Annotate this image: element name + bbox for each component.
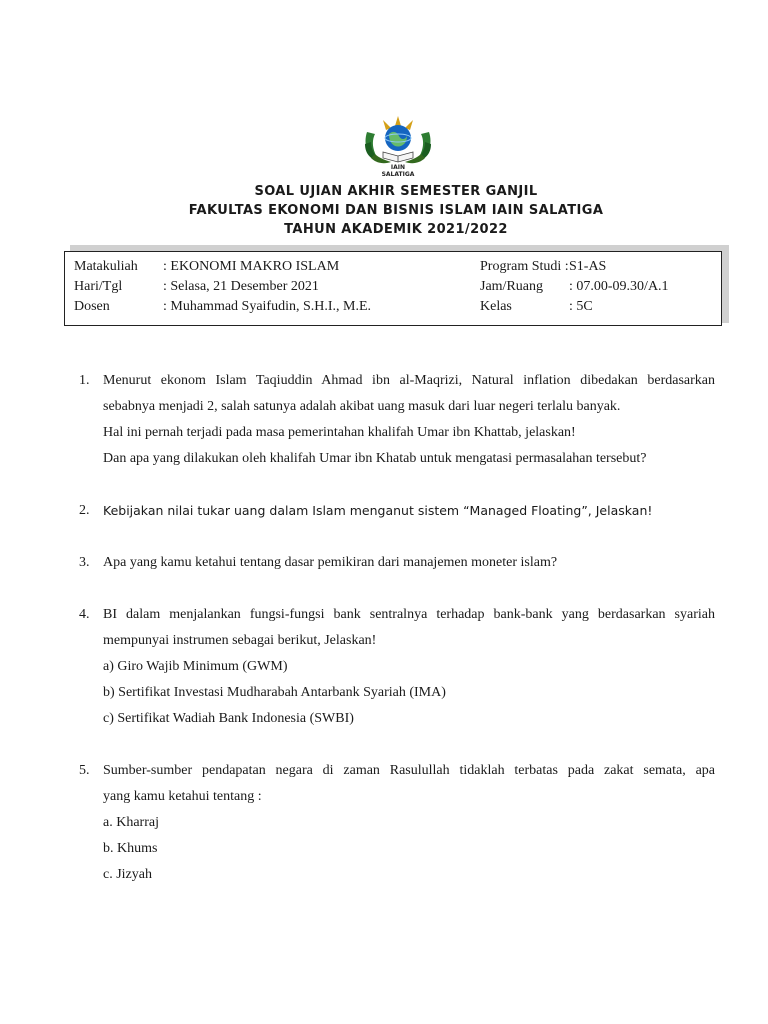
question-text-line: BI dalam menjalankan fungsi-fungsi bank sentralnya terhadap bank-bank yang berdasarkan syariah bbox=[103, 607, 715, 622]
info-row bbox=[65, 297, 721, 317]
info-row bbox=[65, 257, 721, 277]
question-1 bbox=[79, 368, 715, 472]
date-value: : Selasa, 21 Desember 2021 bbox=[163, 279, 319, 294]
time-room-label: Jam/Ruang bbox=[480, 279, 543, 294]
svg-text:SALATIGA: SALATIGA bbox=[381, 171, 415, 178]
course-value: : EKONOMI MAKRO ISLAM bbox=[163, 259, 340, 274]
question-number: 4. bbox=[79, 607, 90, 622]
academic-year-title: TAHUN AKADEMIK 2021/2022 bbox=[284, 222, 508, 237]
question-text-line: Kebijakan nilai tukar uang dalam Islam menganut sistem “Managed Floating”, Jelaskan! bbox=[103, 503, 653, 518]
question-text-line: mempunyai instrumen sebagai berikut, Jelaskan! bbox=[103, 633, 377, 648]
question-number: 5. bbox=[79, 763, 90, 778]
question-text-line: Dan apa yang dilakukan oleh khalifah Umar ibn Khatab untuk mengatasi permasalahan tersebut? bbox=[103, 451, 647, 466]
question-text-line: sebabnya menjadi 2, salah satunya adalah akibat uang masuk dari luar negeri terlalu banyak. bbox=[103, 399, 621, 414]
question-option: b) Sertifikat Investasi Mudharabah Antarbank Syariah (IMA) bbox=[103, 685, 446, 700]
class-label: Kelas bbox=[480, 299, 512, 314]
svg-text:IAIN: IAIN bbox=[390, 164, 406, 171]
info-row bbox=[65, 277, 721, 297]
question-text-line: Menurut ekonom Islam Taqiuddin Ahmad ibn al-Maqrizi, Natural inflation dibedakan berdasarkan bbox=[103, 373, 715, 388]
lecturer-label: Dosen bbox=[74, 299, 110, 314]
question-text-line: Apa yang kamu ketahui tentang dasar pemikiran dari manajemen moneter islam? bbox=[103, 555, 558, 570]
faculty-title: FAKULTAS EKONOMI DAN BISNIS ISLAM IAIN SALATIGA bbox=[188, 203, 604, 218]
date-label: Hari/Tgl bbox=[74, 279, 123, 294]
question-3 bbox=[79, 550, 715, 576]
question-5 bbox=[79, 758, 715, 888]
time-room-value: : 07.00-09.30/A.1 bbox=[569, 279, 669, 294]
course-label: Matakuliah bbox=[74, 259, 138, 274]
program-label: Program Studi : bbox=[480, 259, 569, 274]
exam-title: SOAL UJIAN AKHIR SEMESTER GANJIL bbox=[254, 184, 538, 199]
question-text-line: yang kamu ketahui tentang : bbox=[103, 789, 262, 804]
question-option: a) Giro Wajib Minimum (GWM) bbox=[103, 659, 288, 674]
program-value: S1-AS bbox=[569, 259, 607, 274]
question-number: 2. bbox=[79, 503, 90, 518]
iain-salatiga-logo bbox=[361, 114, 435, 178]
question-number: 1. bbox=[79, 373, 90, 388]
question-text-line: Hal ini pernah terjadi pada masa pemerintahan khalifah Umar ibn Khattab, jelaskan! bbox=[103, 425, 576, 440]
course-info-box bbox=[64, 251, 722, 326]
class-value: : 5C bbox=[569, 299, 593, 314]
question-option: c) Sertifikat Wadiah Bank Indonesia (SWBI) bbox=[103, 711, 354, 726]
question-text-line: Sumber-sumber pendapatan negara di zaman Rasulullah tidaklah terbatas pada zakat semata, apa bbox=[103, 763, 715, 778]
exam-heading bbox=[0, 182, 768, 239]
question-list bbox=[79, 368, 715, 914]
lecturer-value: : Muhammad Syaifudin, S.H.I., M.E. bbox=[163, 299, 372, 314]
question-option: a. Kharraj bbox=[103, 815, 159, 830]
question-number: 3. bbox=[79, 555, 90, 570]
question-2 bbox=[79, 498, 715, 524]
question-option: c. Jizyah bbox=[103, 867, 152, 882]
question-option: b. Khums bbox=[103, 841, 158, 856]
question-4 bbox=[79, 602, 715, 732]
